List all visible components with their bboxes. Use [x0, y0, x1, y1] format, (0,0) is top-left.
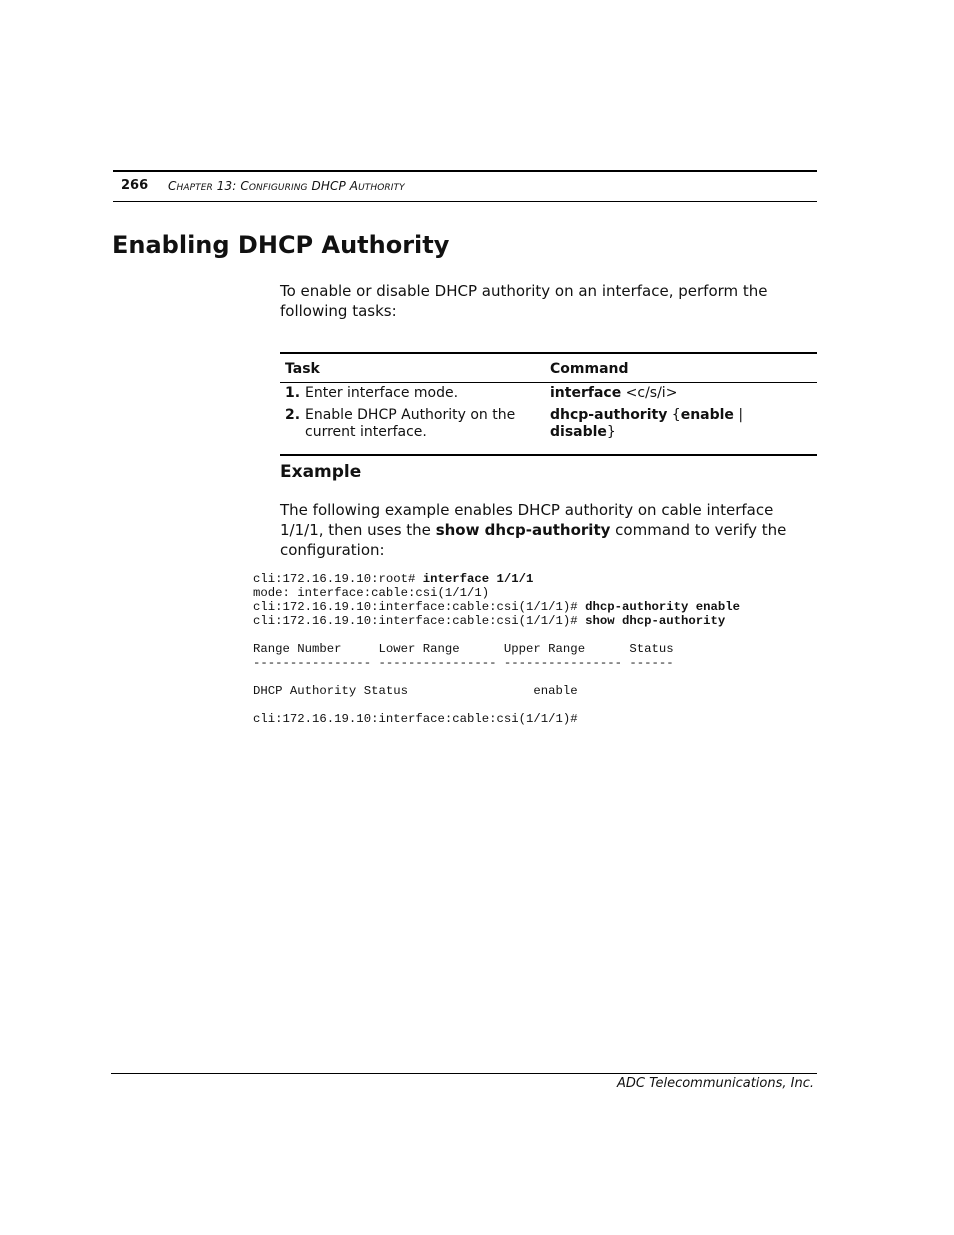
command-separator: | [733, 407, 744, 423]
code-line: ---------------- ---------------- ---------------- ------ [253, 656, 674, 670]
cli-code-block [253, 572, 740, 726]
task-cell [280, 383, 545, 406]
page-title: Enabling DHCP Authority [112, 231, 450, 259]
command-cell [545, 383, 817, 406]
code-line: cli:172.16.19.10:interface:cable:csi(1/1/1)# [253, 712, 578, 726]
step-text: Enable DHCP Authority on the current interface. [305, 407, 516, 440]
step-number: 2. [285, 407, 301, 423]
code-command: show dhcp-authority [585, 614, 726, 628]
example-heading: Example [280, 462, 362, 482]
command-option-disable: disable [550, 424, 607, 440]
example-text-2: command to verify the configuration: [280, 521, 787, 559]
code-prompt: cli:172.16.19.10:interface:cable:csi(1/1/1)# [253, 600, 586, 614]
chapter-letter-c2: C [240, 179, 249, 193]
code-line: DHCP Authority Status enable [253, 684, 578, 698]
footer-rule [111, 1073, 817, 1074]
task-cell [280, 405, 545, 455]
command-option-enable: enable [680, 407, 734, 423]
table-row [280, 405, 817, 455]
command-brace-open: { [667, 407, 681, 423]
task-command-table [280, 352, 817, 456]
table-row [280, 383, 817, 406]
code-command: interface 1/1/1 [422, 572, 534, 586]
command-argument: <c/s/i> [621, 385, 678, 401]
command-keyword: interface [550, 385, 622, 401]
column-header-task: Task [280, 353, 545, 383]
chapter-letter-c: C [168, 179, 177, 193]
command-brace-close: } [606, 424, 616, 440]
intro-paragraph: To enable or disable DHCP authority on an interface, perform the following tasks: [280, 282, 768, 320]
chapter-number: 13: [212, 179, 241, 193]
code-command: dhcp-authority enable [585, 600, 741, 614]
step-number: 1. [285, 385, 301, 401]
example-command: show dhcp-authority [435, 521, 611, 539]
code-prompt: cli:172.16.19.10:interface:cable:csi(1/1/1)# [253, 614, 586, 628]
chapter-word-configuring: ONFIGURING [248, 183, 308, 193]
chapter-word: HAPTER [176, 183, 213, 193]
chapter-heading [168, 179, 405, 193]
header-rule-top [113, 170, 817, 172]
column-header-command: Command [545, 353, 817, 383]
code-line: mode: interface:cable:csi(1/1/1) [253, 586, 490, 600]
example-text-1: The following example enables DHCP authority on cable interface 1/1/1, then uses the [280, 501, 774, 539]
code-prompt: cli:172.16.19.10:root# [253, 572, 423, 586]
command-cell [545, 405, 817, 455]
example-paragraph [280, 500, 820, 560]
header-rule-bottom [113, 201, 817, 202]
chapter-letter-a: A [349, 179, 359, 193]
footer-company: ADC Telecommunications, Inc. [617, 1076, 814, 1091]
chapter-word-authority: UTHORITY [358, 183, 405, 193]
code-line: Range Number Lower Range Upper Range Status [253, 642, 674, 656]
command-keyword: dhcp-authority [550, 407, 668, 423]
chapter-word-dhcp: DHCP [307, 179, 350, 193]
step-text: Enter interface mode. [305, 385, 459, 401]
page-number: 266 [121, 178, 149, 193]
table-header-row [280, 353, 817, 383]
